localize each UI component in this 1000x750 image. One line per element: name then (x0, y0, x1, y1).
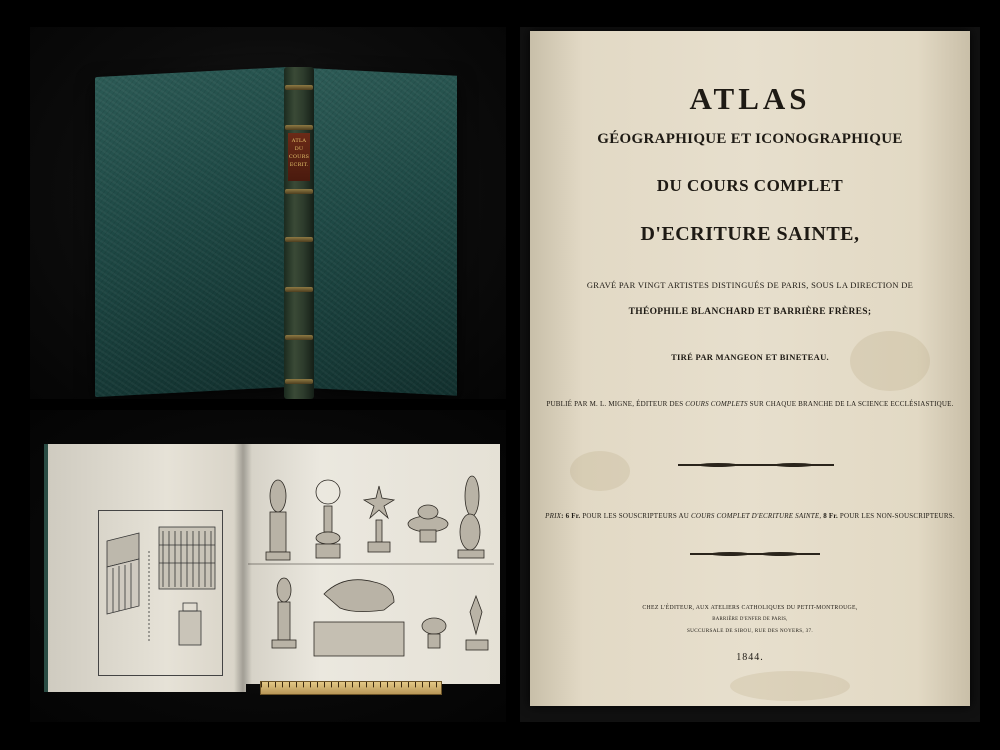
price-subscribers: : 6 Fr. (561, 512, 581, 520)
ornamental-rule (678, 464, 834, 466)
title-page (530, 31, 970, 706)
title-line-cours: DU COURS COMPLET (656, 176, 844, 195)
book-title: ATLAS (689, 81, 811, 116)
price-text: POUR LES NON-SOUSCRIPTEURS. (837, 512, 955, 520)
publication-year: 1844. (736, 652, 764, 663)
architecture-plate (98, 510, 223, 676)
left-page (48, 444, 246, 692)
spine-label (288, 133, 310, 181)
imprint-address: BARRIÈRE D'ENFER DE PARIS, (712, 617, 788, 622)
back-board (312, 68, 457, 396)
publisher-italic: COURS COMPLETS (685, 400, 748, 408)
price-nonsubscribers: 8 Fr. (821, 512, 838, 520)
title-page-photo (520, 27, 980, 722)
ruler (260, 681, 442, 695)
closed-book-photo (30, 27, 506, 399)
directors-line: THÉOPHILE BLANCHARD ET BARRIÈRE FRÈRES; (628, 307, 872, 317)
engravers-line: GRAVÉ PAR VINGT ARTISTES DISTINGUÉS DE PARIS, SOUS LA DIRECTION DE (586, 280, 914, 290)
temple-engraving (99, 511, 222, 675)
price-label: PRIX (545, 512, 562, 520)
right-page (244, 444, 500, 684)
price-italic: COURS COMPLET D'ECRITURE SAINTE, (691, 512, 822, 520)
printers-line: TIRÉ PAR MANGEON ET BINETEAU. (671, 352, 829, 362)
book-gutter (234, 444, 252, 694)
title-line-ecriture: D'ECRITURE SAINTE, (640, 223, 860, 245)
price-line (530, 512, 970, 520)
imprint-line: CHEZ L'ÉDITEUR, AUX ATELIERS CATHOLIQUES DU PETIT-MONTROUGE, (642, 605, 858, 611)
publisher-text: PUBLIÉ PAR M. L. MIGNE, ÉDITEUR DES (546, 400, 686, 408)
spine-label-line: ATLA (291, 138, 307, 144)
book-subtitle: GÉOGRAPHIQUE ET ICONOGRAPHIQUE (597, 131, 903, 147)
front-board (95, 67, 288, 397)
imprint-branch: SUCCURSALE DE SIBOU, RUE DES NOYERS, 37. (687, 628, 813, 634)
spine-label-line: ECRIT. (289, 162, 309, 168)
open-book-photo (30, 410, 506, 722)
price-text: POUR LES SOUSCRIPTEURS AU (580, 512, 691, 520)
spine-label-line: COURS (288, 154, 310, 160)
spine-label-line: DU (294, 146, 304, 152)
book-spine (284, 67, 314, 399)
publisher-text: SUR CHAQUE BRANCHE DE LA SCIENCE ECCLÉSIASTIQUE. (747, 400, 954, 408)
publisher-line (530, 400, 970, 408)
statues-engraving (244, 444, 500, 684)
ornamental-rule (690, 553, 820, 555)
